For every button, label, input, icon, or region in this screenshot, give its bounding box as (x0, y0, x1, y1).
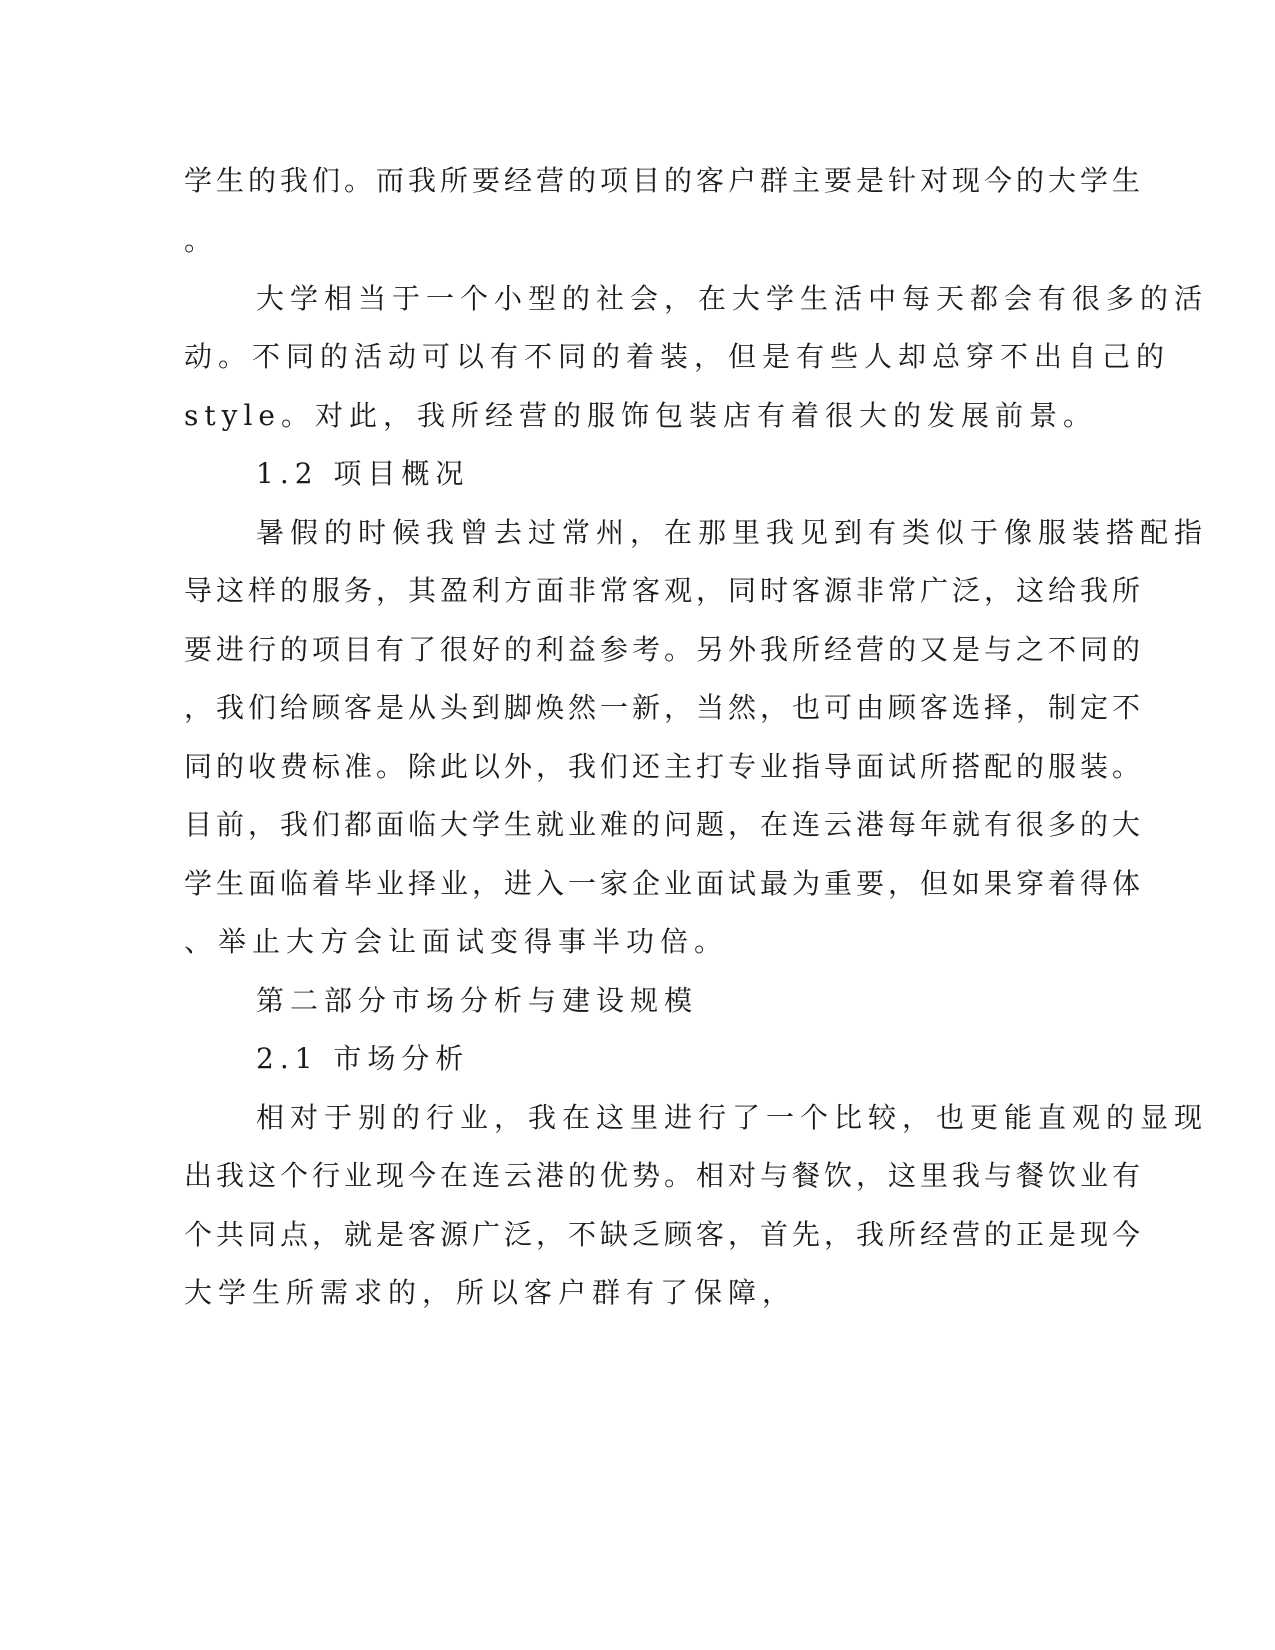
text-line: 要进行的项目有了很好的利益参考。另外我所经营的又是与之不同的 (184, 633, 1145, 666)
part-heading: 第二部分市场分析与建设规模 (256, 984, 699, 1017)
text-line: 学生的我们。而我所要经营的项目的客户群主要是针对现今的大学生 (184, 164, 1145, 197)
text-line: 学生面临着毕业择业，进入一家企业面试最为重要，但如果穿着得体 (184, 867, 1145, 900)
text-line: 、举止大方会让面试变得事半功倍。 (184, 925, 729, 958)
text-line: 个共同点，就是客源广泛，不缺乏顾客，首先，我所经营的正是现今 (184, 1218, 1145, 1251)
text-line: 大学生所需求的，所以客户群有了保障， (184, 1276, 797, 1309)
text-line: 出我这个行业现今在连云港的优势。相对与餐饮，这里我与餐饮业有 (184, 1159, 1145, 1192)
section-heading: 2.1 市场分析 (256, 1042, 470, 1075)
text-line: 同的收费标准。除此以外，我们还主打专业指导面试所搭配的服装。 (184, 750, 1145, 783)
paragraph-first-line: 大学相当于一个小型的社会，在大学生活中每天都会有很多的活 (256, 282, 1209, 315)
paragraph-first-line: 相对于别的行业，我在这里进行了一个比较，也更能直观的显现 (256, 1101, 1209, 1134)
paragraph-first-line: 暑假的时候我曾去过常州，在那里我见到有类似于像服装搭配指 (256, 516, 1209, 549)
text-line: ，我们给顾客是从头到脚焕然一新，当然，也可由顾客选择，制定不 (184, 691, 1145, 724)
text-line: 目前，我们都面临大学生就业难的问题，在连云港每年就有很多的大 (184, 808, 1145, 841)
text-line: 导这样的服务，其盈利方面非常客观，同时客源非常广泛，这给我所 (184, 574, 1145, 607)
text-line: 动。不同的活动可以有不同的着装，但是有些人却总穿不出自己的 (184, 340, 1171, 373)
text-line: style。对此，我所经营的服饰包装店有着很大的发展前景。 (184, 399, 1097, 432)
section-heading: 1.2 项目概况 (256, 457, 470, 490)
text-line: 。 (184, 224, 219, 257)
